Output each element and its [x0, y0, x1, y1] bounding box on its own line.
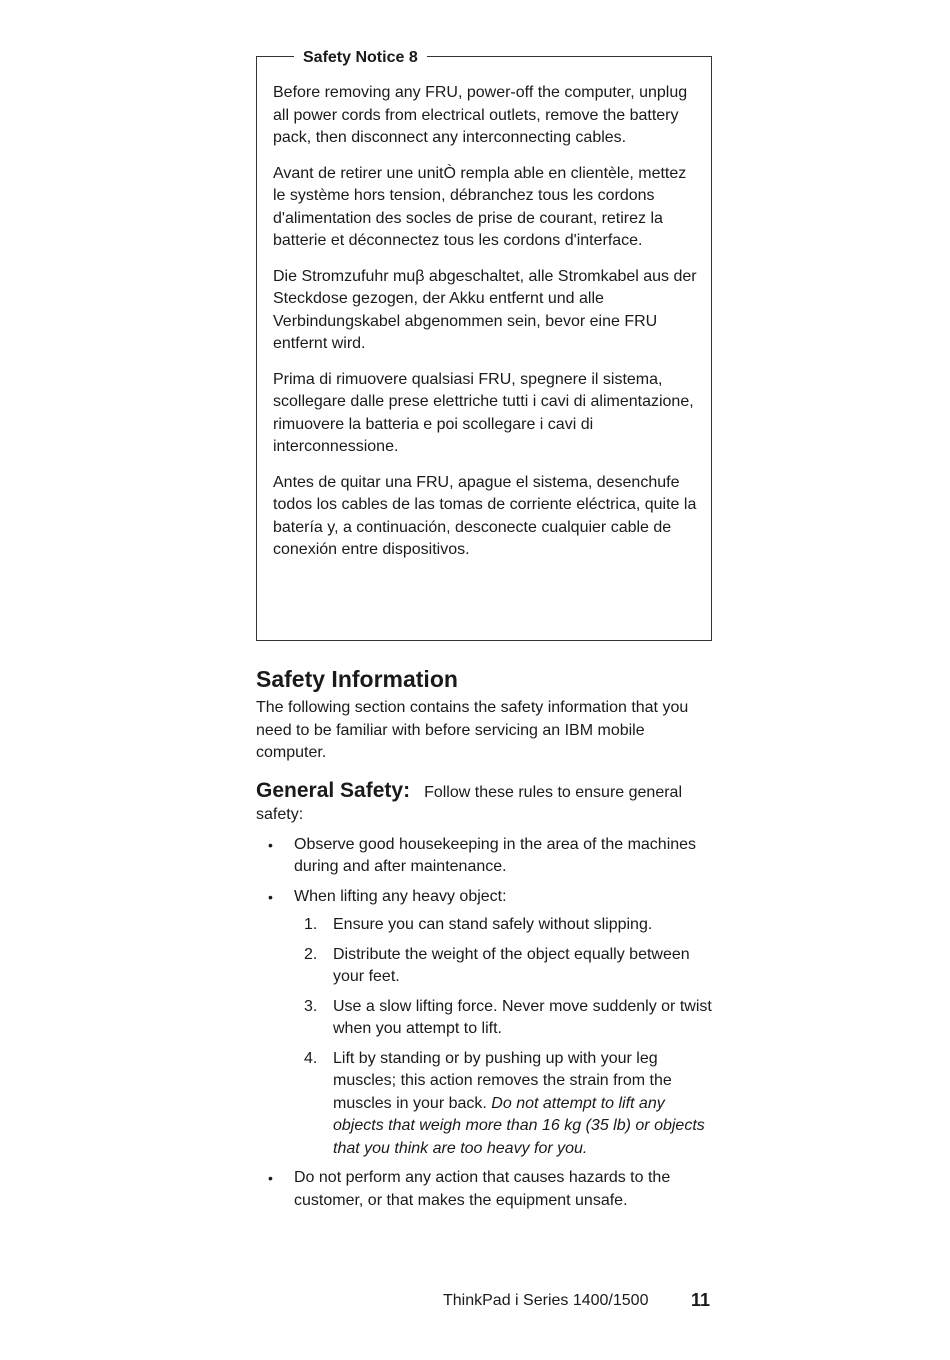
general-safety-text: Follow these rules to ensure general safety: — [256, 783, 682, 823]
bullet-icon: • — [268, 836, 273, 853]
section-heading: Safety Information — [256, 666, 458, 692]
general-safety-heading: General Safety: — [256, 778, 411, 802]
step-text: Distribute the weight of the object equally between your feet. — [333, 945, 690, 985]
safety-notice-body — [273, 82, 703, 575]
list-item — [256, 1167, 716, 1212]
safety-information-section — [256, 664, 716, 1219]
list-item — [256, 886, 716, 1161]
bullet-icon: • — [268, 1170, 273, 1186]
footer-product-name: ThinkPad i Series 1400/1500 — [443, 1292, 649, 1309]
page-footer — [443, 1290, 715, 1312]
bullet-icon: • — [268, 888, 273, 905]
notice-paragraph-italian: Prima di rimuovere qualsiasi FRU, spegnere il sistema, scollegare dalle prese elettriche tutti i cavi di alimentazione, rimuovere la batteria e poi scollegare i cavi di interconnessione. — [273, 370, 694, 455]
step-text: Ensure you can stand safely without slipping. — [333, 916, 653, 933]
lifting-weight-warning: Do not attempt to lift any objects that weigh more than 16 kg (35 lb) or objects that you think are too heavy for you. — [333, 1094, 705, 1157]
step-number: 1. — [304, 916, 318, 933]
notice-paragraph-spanish: Antes de quitar una FRU, apague el sistema, desenchufe todos los cables de las tomas de corriente eléctrica, quite la batería y, a continuación, desconecte cualquier cable de conexión entre dispositivos. — [273, 473, 697, 558]
general-safety-paragraph — [256, 780, 716, 827]
safety-rules-list — [256, 834, 716, 1213]
step-number: 4. — [304, 1049, 318, 1067]
page-number: 11 — [691, 1290, 711, 1310]
notice-paragraph-english: Before removing any FRU, power-off the computer, unplug all power cords from electrical outlets, remove the battery pack, then disconnect any interconnecting cables. — [273, 84, 688, 146]
step-number: 3. — [304, 997, 318, 1015]
list-item-text: Do not perform any action that causes hazards to the customer, or that makes the equipment unsafe. — [294, 1169, 671, 1209]
step-text: Lift by standing or by pushing up with your leg muscles; this action removes the strain from the muscles in your back. — [333, 1049, 672, 1112]
list-item — [294, 996, 716, 1041]
list-item-text: When lifting any heavy object: — [294, 887, 507, 905]
lifting-steps-list — [294, 914, 716, 1160]
notice-paragraph-german: Die Stromzufuhr muβ abgeschaltet, alle Stromkabel aus der Steckdose gezogen, der Akku entfernt und alle Verbindungskabel abgenommen sein, bevor eine FRU entfernt wird. — [273, 267, 697, 352]
list-item-text: Observe good housekeeping in the area of the machines during and after maintenance. — [294, 835, 697, 875]
safety-notice-title: Safety Notice 8 — [294, 48, 427, 68]
list-item — [294, 914, 716, 937]
list-item — [294, 1048, 716, 1161]
section-intro: The following section contains the safety information that you need to be familiar with before servicing an IBM mobile computer. — [256, 699, 689, 761]
step-text: Use a slow lifting force. Never move suddenly or twist when you attempt to lift. — [333, 997, 712, 1037]
notice-paragraph-french: Avant de retirer une unitÒ rempla able en clientèle, mettez le système hors tension, débranchez tous les cordons d'alimentation des socles de prise de courant, retirez la batterie et déconnectez tous les cordons d'interface. — [273, 164, 687, 249]
list-item — [256, 834, 716, 879]
list-item — [294, 944, 716, 989]
step-number: 2. — [304, 945, 318, 963]
